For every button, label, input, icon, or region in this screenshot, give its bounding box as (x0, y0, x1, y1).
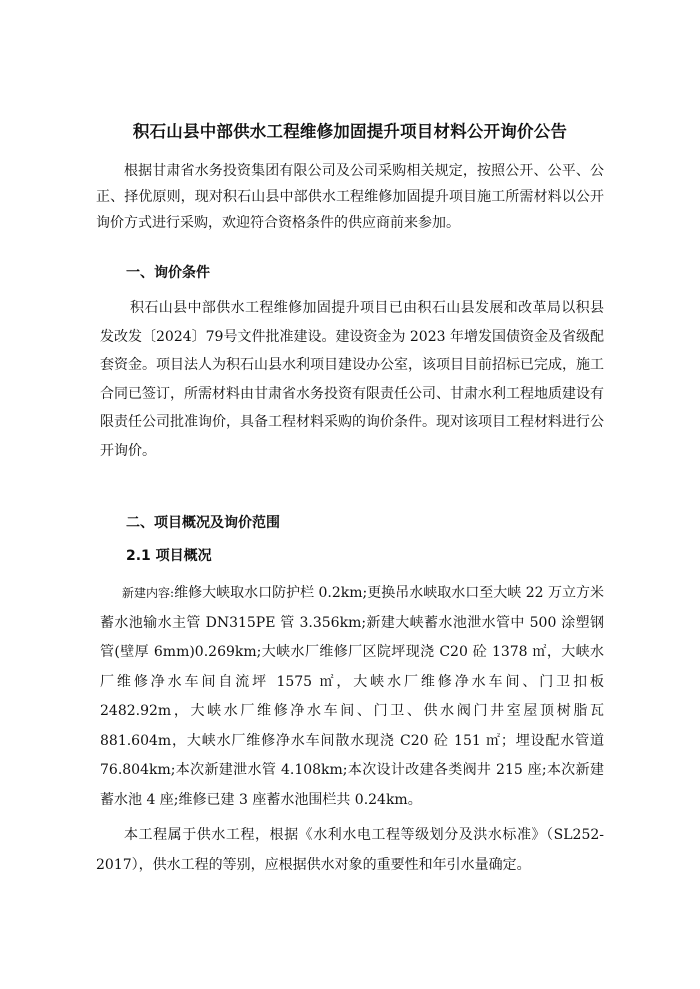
standard-paragraph: 本工程属于供水工程，根据《水利水电工程等级划分及洪水标准》（SL252-2017），供水工程的等别，应根据供水对象的重要性和年引水量确定。 (96, 827, 604, 873)
section-heading-project-overview: 二、项目概况及询价范围 (126, 515, 280, 531)
inquiry-conditions-paragraph: 积石山县中部供水工程维修加固提升项目已由积石山县发展和改革局以积县发改发〔2024〕79号文件批准建设。建设资金为 2023 年增发国债资金及省级配套资金。项目法人为积石山县水利项目建设办公室，该项目目前招标已完成，施工合同已签订，所需材料由甘肃省水务投资有限责任公司、甘肃水利工程地质建设有限责任公司批准询价，具备工程材料采购的询价条件。现对该项目工程材料进行公开询价。 (100, 300, 604, 459)
construction-content-paragraph (100, 579, 604, 815)
section-heading-inquiry-conditions: 一、询价条件 (126, 265, 210, 281)
document-title: 积石山县中部供水工程维修加固提升项目材料公开询价公告 (132, 122, 568, 141)
subsection-heading-project-overview: 2.1 项目概况 (126, 548, 212, 564)
construction-content-prefix: 新建内容: (122, 586, 175, 600)
construction-content-body: 维修大峡取水口防护栏 0.2km;更换吊水峡取水口至大峡 22 万立方米蓄水池输水主管 DN315PE 管 3.356km;新建大峡蓄水池泄水管中 500 涂塑钢管(壁厚 6mm)0.269km;大峡水厂维修厂区院坪现浇 C20 砼 1378 ㎡，大峡水厂维修净水车间自流坪 1575 ㎡，大峡水厂维修净水车间、门卫扣板 2482.92m，大峡水厂维修净水车间、门卫、供水阀门井室屋顶树脂瓦 881.604m，大峡水厂维修净水车间散水现浇 C20 砼 151 ㎡；埋设配水管道 76.804km;本次新建泄水管 4.108km;本次设计改建各类阀井 215 座;本次新建蓄水池 4 座;维修已建 3 座蓄水池围栏共 0.24km。 (100, 585, 605, 808)
intro-paragraph: 根据甘肃省水务投资集团有限公司及公司采购相关规定，按照公开、公平、公正、择优原则，现对积石山县中部供水工程维修加固提升项目施工所需材料以公开询价方式进行采购，欢迎符合资格条件的供应商前来参加。 (96, 163, 604, 231)
